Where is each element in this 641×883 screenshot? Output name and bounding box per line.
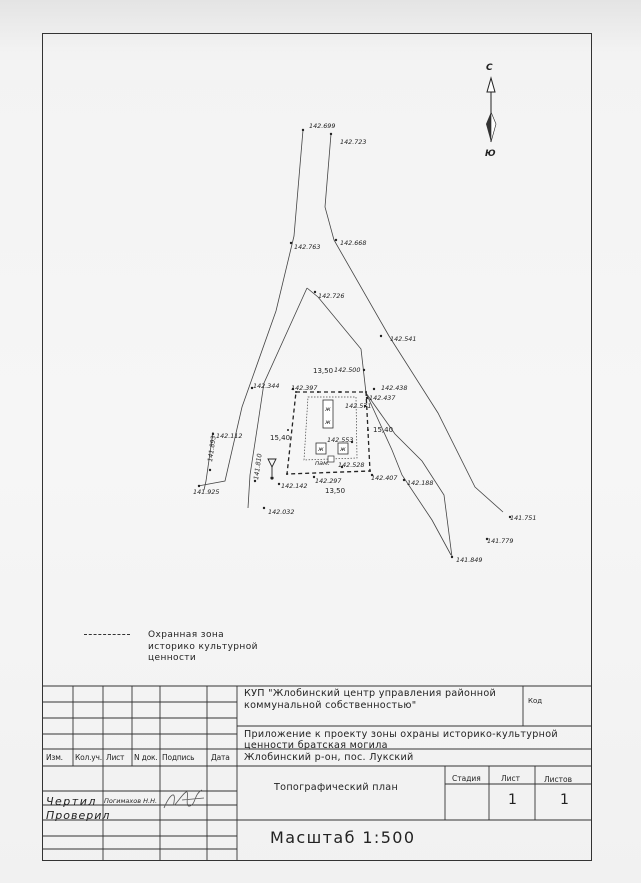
elevation-label: 141.849 — [456, 556, 483, 564]
signature-icon — [160, 786, 208, 816]
elevation-label: 142.668 — [340, 239, 367, 247]
column-header-revision: Изм. — [46, 753, 63, 762]
monument-label: пам. — [315, 459, 330, 467]
elevation-label: 142.437 — [369, 394, 396, 402]
organization-name: КУП "Жлобинский центр управления районной коммунальной собственностью" — [244, 688, 497, 711]
column-header-doc-number: N док. — [134, 753, 158, 762]
code-label: Код — [528, 697, 543, 705]
south-label: Ю — [485, 149, 496, 159]
drawing-title: Топографический план — [274, 782, 399, 793]
elevation-label: 142.723 — [340, 138, 367, 146]
dimension-left: 15,40 — [270, 434, 291, 442]
elevation-label: 142.528 — [338, 461, 365, 469]
elevation-label: 142.726 — [318, 292, 345, 300]
scale-text: Масштаб 1:500 — [270, 828, 416, 847]
dimension-bottom: 13,50 — [325, 487, 346, 495]
stage-label: Стадия — [452, 774, 481, 783]
elevation-label: 142.112 — [216, 432, 243, 440]
elevation-label: 142.763 — [294, 243, 321, 251]
column-header-sheet: Лист — [106, 753, 125, 762]
north-label: С — [486, 63, 493, 73]
elevation-label: 142.541 — [390, 335, 417, 343]
grave-marker-icon: ж — [318, 445, 324, 453]
sheet-label: Лист — [501, 774, 521, 783]
dimension-top: 13,50 — [313, 367, 334, 375]
drawn-by-name: Погимахов Н.Н. — [104, 797, 158, 805]
sheets-label: Листов — [544, 775, 573, 784]
elevation-label: 142.297 — [315, 477, 342, 485]
elevation-label: 142.397 — [291, 384, 318, 392]
appendix-text: Приложение к проекту зоны охраны историко-культурной ценности братская могила — [244, 729, 558, 751]
elevation-label: 141.779 — [487, 537, 514, 545]
grave-marker-icon: ж — [340, 445, 346, 453]
elevation-label: 142.188 — [407, 479, 434, 487]
grave-marker-icon: ж — [325, 405, 331, 413]
elevation-label: 142.699 — [309, 122, 336, 130]
checked-by-label: Проверил — [46, 809, 111, 822]
location-text: Жлобинский р-он, пос. Лукский — [244, 752, 414, 763]
elevation-label: 142.344 — [253, 382, 280, 390]
legend-text: Охранная зона историко культурной ценности — [148, 630, 258, 663]
elevation-label: 142.407 — [371, 474, 398, 482]
elevation-label: 142.500 — [334, 366, 361, 374]
sheets-total: 1 — [560, 792, 569, 808]
elevation-label: 141.810 — [252, 452, 264, 481]
elevation-label: 142.142 — [281, 482, 308, 490]
column-header-signature: Подпись — [162, 753, 195, 762]
elevation-label: 141.751 — [510, 514, 537, 522]
drawn-by-label: Чертил — [46, 795, 97, 808]
grave-marker-icon: ж — [325, 418, 331, 426]
elevation-label: 142.032 — [268, 508, 295, 516]
column-header-count: Кол.уч. — [75, 753, 102, 762]
sheet-number: 1 — [508, 792, 517, 808]
column-header-date: Дата — [211, 753, 230, 762]
dimension-right: 15,40 — [373, 426, 394, 434]
elevation-label: 142.571 — [345, 402, 372, 410]
elevation-label: 141.925 — [193, 488, 220, 496]
elevation-label: 142.553 — [327, 436, 354, 444]
elevation-label: 142.438 — [381, 384, 408, 392]
elevation-label: 141.893 — [206, 434, 218, 463]
